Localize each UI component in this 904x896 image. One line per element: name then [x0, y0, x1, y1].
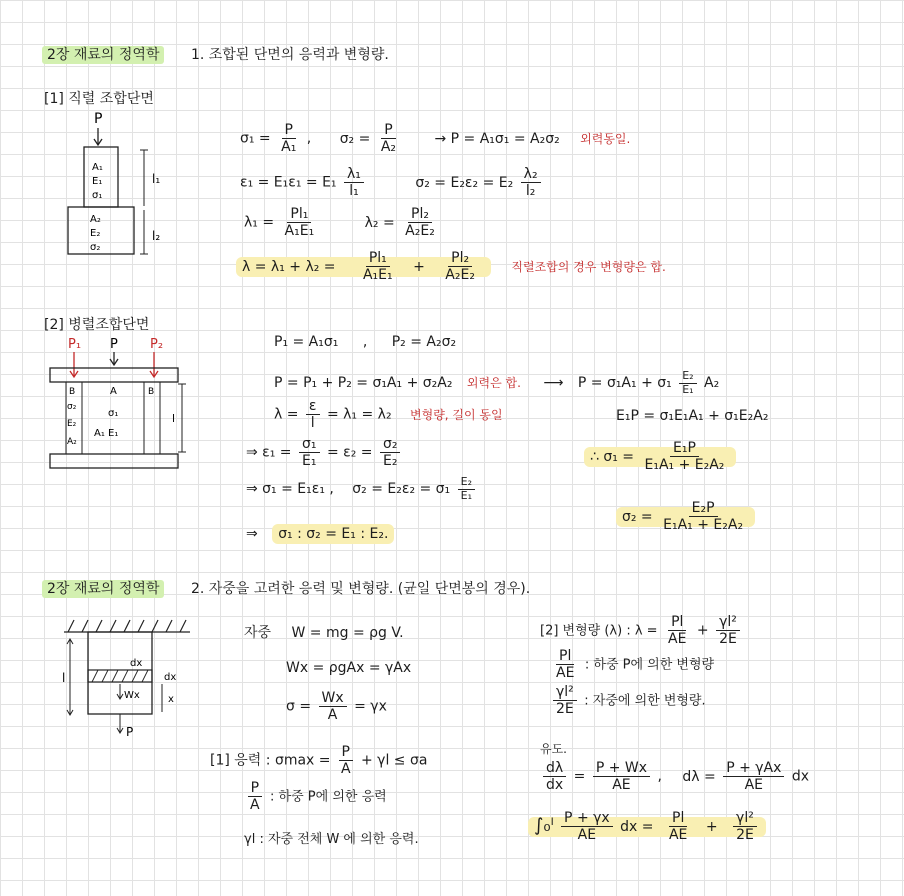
part1-title: [1] 직렬 조합단면 — [44, 91, 154, 107]
parallel-load-p: P — [110, 337, 118, 352]
svg-text:l: l — [62, 671, 66, 685]
section1-header — [42, 44, 389, 64]
series-load-label: P — [94, 111, 103, 127]
part2-title: [2] 병렬조합단면 — [44, 317, 150, 333]
self-weight-bar-diagram — [58, 618, 198, 748]
parallel-load-p2: P₂ — [150, 337, 164, 352]
s2-proof-label: 유도. — [540, 742, 567, 756]
svg-text:A₂: A₂ — [67, 437, 77, 447]
section2-tag: 2장 재료의 정역학 — [42, 580, 164, 598]
series-top-e: E₁ — [92, 176, 103, 187]
series-len1: l₁ — [152, 172, 161, 186]
svg-text:l: l — [172, 412, 176, 425]
parallel-load-p1: P₁ — [68, 337, 82, 352]
svg-text:E₂: E₂ — [67, 419, 77, 429]
p2-result1: ∴ σ₁ = $\frac{\text{E₁P}}{\text{E₁A₁ + E₂A₂}}$ — [584, 440, 736, 473]
svg-text:B: B — [69, 387, 76, 397]
s2-eq1: 자중 W = mg = ρg V. — [244, 625, 404, 641]
section2-header — [42, 578, 530, 598]
svg-text:P: P — [126, 725, 134, 739]
p2-result2: σ₂ = $\frac{\text{E₂P}}{\text{E₁A₁ + E₂A₂}}$ — [616, 500, 755, 533]
s2-stress-desc1: $\frac{P}{A}$ : 하중 P에 의한 응력 — [244, 780, 387, 813]
section1-tag: 2장 재료의 정역학 — [42, 46, 164, 64]
series-bar-diagram — [60, 110, 180, 260]
series-top-a: A₁ — [92, 162, 103, 173]
svg-text:x: x — [168, 694, 174, 705]
s2-stress: [1] 응력 : σmax = $\frac{P}{A}$ + γl ≤ σa — [210, 744, 428, 778]
p2-eq3-right: E₁P = σ₁E₁A₁ + σ₁E₂A₂ — [616, 408, 769, 424]
p2-eq1: P₁ = A₁σ₁ , P₂ = A₂σ₂ — [274, 334, 457, 350]
series-top-s: σ₁ — [92, 190, 103, 201]
s2-proof-eq2: ∫₀ˡ $\frac{P + \gamma x}{AE}$ dx = $\frac{Pl}{AE}$ + $\frac{\text{γl²}}{2E}$ — [528, 810, 766, 843]
s2-proof-eq1: $\frac{d\lambda}{dx}$ = $\frac{P + Wx}{AE}$ , dλ = $\frac{\text{P + γAx}}{AE}$ dx — [540, 760, 809, 793]
s2-stress-desc2: γl : 자중 전체 W 에 의한 응력. — [244, 832, 419, 847]
p2-eq5: ⇒ σ₁ = E₁ε₁ , σ₂ = E₂ε₂ = σ₁ $\frac{\text{E₂}}{\text{E₁}}$ — [246, 476, 478, 502]
p2-eq2: P = P₁ + P₂ = σ₁A₁ + σ₂A₂ 외력은 합. ⟶ P = σ₁A₁ + σ₁ $\frac{\text{E₂}}{\text{E₁}}$ A₂ — [274, 369, 720, 396]
s2-deformation: [2] 변형량 (λ) : λ = $\frac{Pl}{AE}$ + $\frac{\text{γl²}}{2E}$ — [540, 614, 743, 647]
s2-eq3: σ = $\frac{Wx}{A}$ = γx — [286, 690, 387, 724]
p1-eq3: λ₁ = $\frac{\text{Pl₁}}{\text{A₁E₁}}$ λ₂ = $\frac{\text{Pl₂}}{\text{A₂E₂}}$ — [244, 206, 435, 240]
svg-text:dx: dx — [164, 672, 177, 683]
s2-def-desc2: $\frac{\text{γl²}}{2E}$ : 자중에 의한 변형량. — [550, 684, 706, 717]
s2-eq2: Wx = ρgAx = γAx — [286, 660, 412, 676]
svg-text:dx: dx — [130, 658, 143, 669]
series-len2: l₂ — [152, 229, 161, 243]
series-bot-s: σ₂ — [90, 242, 101, 253]
svg-text:A: A — [110, 386, 117, 397]
p2-eq4: ⇒ ε₁ = $\frac{\text{σ₁}}{\text{E₁}}$ = ε₂ = $\frac{\text{σ₂}}{\text{E₂}}$ — [246, 436, 403, 469]
svg-text:B: B — [148, 387, 155, 397]
series-bot-e: E₂ — [90, 228, 101, 239]
svg-text:Wx: Wx — [124, 690, 140, 701]
series-bottom-block — [68, 207, 134, 254]
p1-eq1: σ₁ = $\frac{P}{\text{A₁}}$ , σ₂ = $\frac{P}{\text{A₂}}$ → P = A₁σ₁ = A₂σ₂ 외력동일. — [240, 122, 631, 156]
parallel-bar-diagram — [48, 334, 188, 474]
svg-text:A₁ E₁: A₁ E₁ — [94, 428, 119, 439]
p2-eq6: ⇒ σ₁ : σ₂ = E₁ : E₂. — [246, 526, 394, 542]
section2-title: 2. 자중을 고려한 응력 및 변형량. (균일 단면봉의 경우). — [190, 581, 531, 597]
section1-title: 1. 조합된 단면의 응력과 변형량. — [190, 47, 389, 63]
p1-eq2: ε₁ = E₁ε₁ = E₁ $\frac{\text{λ₁}}{\text{l₁}}$ σ₂ = E₂ε₂ = E₂ $\frac{\text{λ₂}}{\text{l₂}}$ — [240, 166, 544, 199]
series-bot-a: A₂ — [90, 214, 101, 225]
svg-text:σ₂: σ₂ — [67, 402, 77, 412]
p2-eq3: λ = $\frac{\varepsilon}{l}$ = λ₁ = λ₂ 변형량, 길이 동일 — [274, 398, 503, 432]
p1-eq4: λ = λ₁ + λ₂ = $\frac{\text{Pl₁}}{\text{A₁E₁}}$ + $\frac{\text{Pl₂}}{\text{A₂E₂}}$ 직렬조합의 경우 변형량은 합. — [236, 250, 666, 283]
svg-text:σ₁: σ₁ — [108, 408, 119, 419]
s2-def-desc1: $\frac{Pl}{AE}$ : 하중 P에 의한 변형량 — [556, 648, 715, 682]
